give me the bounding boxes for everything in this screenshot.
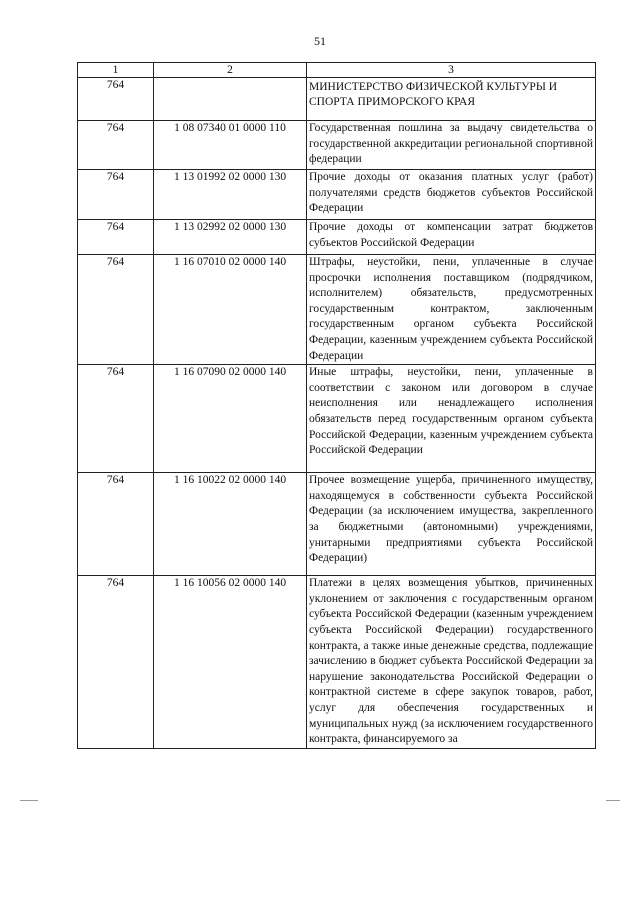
administrator-code: 764 bbox=[78, 170, 154, 220]
revenue-code: 1 13 02992 02 0000 130 bbox=[154, 220, 307, 255]
administrator-code: 764 bbox=[78, 220, 154, 255]
revenue-description: Платежи в целях возмещения убытков, причиненных уклонением от заключения с государственным органом субъекта Российской Федерации (казенным учреждением субъекта Российской Федерации) государственного контракта, а также иные денежные средства, подлежащие зачислению в бюджет субъекта Российской Федерации за нарушение законодательства Российской Федерации о контрактной системе в сфере закупок товаров, работ, услуг для обеспечения государственных и муниципальных нужд (за исключением государственного контракта, финансируемого за bbox=[307, 576, 596, 749]
ministry-heading: МИНИСТЕРСТВО ФИЗИЧЕСКОЙ КУЛЬТУРЫ И СПОРТА ПРИМОРСКОГО КРАЯ bbox=[307, 78, 596, 121]
scan-cut-mark-right bbox=[606, 800, 620, 801]
table-row bbox=[78, 121, 596, 170]
revenue-code: 1 16 10022 02 0000 140 bbox=[154, 473, 307, 576]
revenue-description: Штрафы, неустойки, пени, уплаченные в случае просрочки исполнения поставщиком (подрядчиком, исполнителем) обязательств, предусмотренных государственным контрактом, заключенным государственным органом субъекта Российской Федерации, казенным учреждением субъекта Российской Федерации bbox=[307, 255, 596, 365]
administrator-code: 764 bbox=[78, 473, 154, 576]
revenue-description: Государственная пошлина за выдачу свидетельства о государственной аккредитации региональной спортивной федерации bbox=[307, 121, 596, 170]
column-header-3: 3 bbox=[307, 63, 596, 78]
administrator-code: 764 bbox=[78, 255, 154, 365]
revenue-code: 1 16 10056 02 0000 140 bbox=[154, 576, 307, 749]
revenue-description: Прочие доходы от оказания платных услуг (работ) получателями средств бюджетов субъектов Российской Федерации bbox=[307, 170, 596, 220]
administrator-code: 764 bbox=[78, 78, 154, 121]
table-row bbox=[78, 78, 596, 121]
revenue-code: 1 16 07090 02 0000 140 bbox=[154, 365, 307, 473]
table-row bbox=[78, 255, 596, 365]
revenue-code: 1 08 07340 01 0000 110 bbox=[154, 121, 307, 170]
revenue-code: 1 13 01992 02 0000 130 bbox=[154, 170, 307, 220]
table-row bbox=[78, 576, 596, 749]
administrator-code: 764 bbox=[78, 365, 154, 473]
column-header-1: 1 bbox=[78, 63, 154, 78]
table-header-row bbox=[78, 63, 596, 78]
administrator-code: 764 bbox=[78, 121, 154, 170]
table-row bbox=[78, 473, 596, 576]
page-number: 51 bbox=[314, 34, 326, 48]
column-header-2: 2 bbox=[154, 63, 307, 78]
revenue-description: Прочие доходы от компенсации затрат бюджетов субъектов Российской Федерации bbox=[307, 220, 596, 255]
revenue-description: Прочее возмещение ущерба, причиненного имуществу, находящемуся в собственности субъекта Российской Федерации (за исключением имущества, закрепленного за бюджетными (автономными) учреждениями, унитарными предприятиями субъекта Российской Федерации) bbox=[307, 473, 596, 576]
revenue-description: Иные штрафы, неустойки, пени, уплаченные в соответствии с законом или договором в случае неисполнения или ненадлежащего исполнения обязательств перед государственным органом субъекта Российской Федерации, казенным учреждением субъекта Российской Федерации bbox=[307, 365, 596, 473]
revenue-code: 1 16 07010 02 0000 140 bbox=[154, 255, 307, 365]
table-row bbox=[78, 170, 596, 220]
administrator-code: 764 bbox=[78, 576, 154, 749]
budget-classification-table bbox=[77, 62, 596, 749]
table-row bbox=[78, 220, 596, 255]
table-row bbox=[78, 365, 596, 473]
revenue-code bbox=[154, 78, 307, 121]
scan-cut-mark-left bbox=[20, 800, 38, 801]
